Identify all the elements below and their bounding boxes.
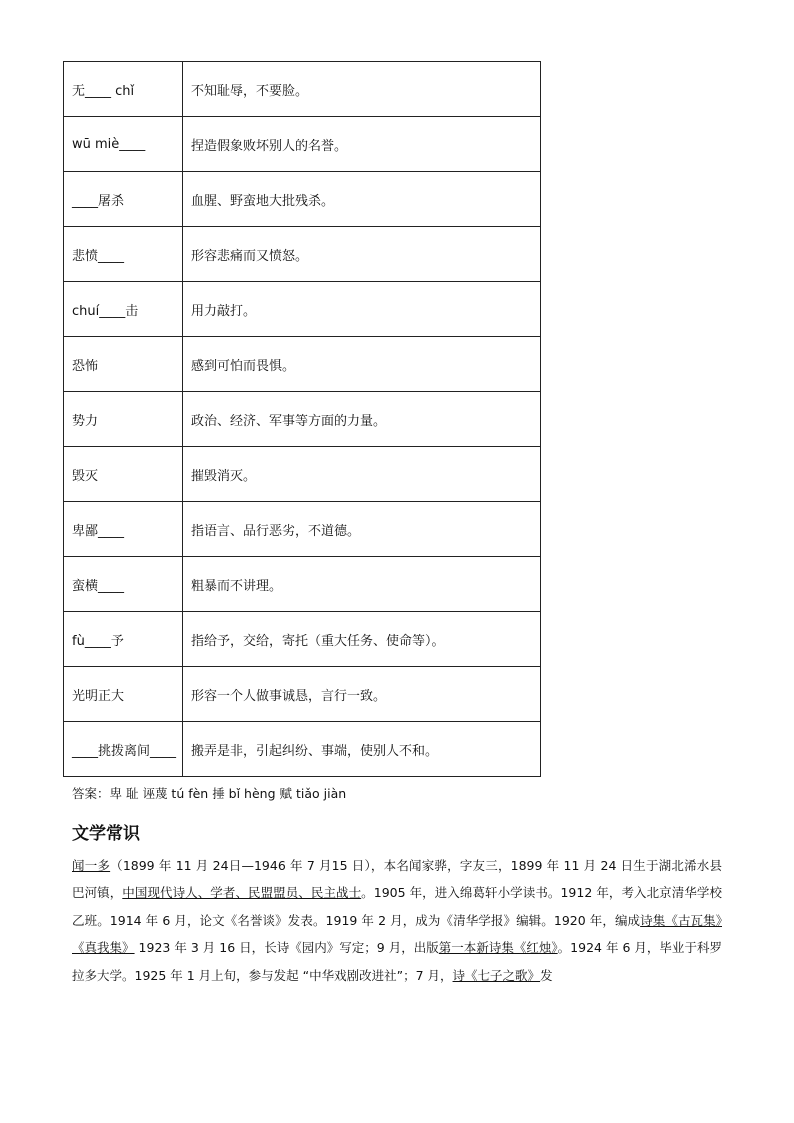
answer-line: 答案：卑 耻 诬蔑 tú fèn 捶 bǐ hèng 赋 tiǎo jiàn [72, 786, 347, 801]
para-text-5: 发 [540, 967, 553, 983]
para-text-4: 。1924 年 6 月，毕业于科罗拉多大学。1925 年 1 月上旬，参与发起 “中华戏剧改进社”；7 月， [72, 940, 722, 983]
vocab-table-body [64, 62, 541, 777]
first-poetry-collection: 第一本新诗集《红烛》 [438, 940, 558, 956]
vocab-row [64, 612, 541, 667]
vocab-row [64, 667, 541, 722]
vocab-term: ____挑拨离间____ [64, 722, 183, 777]
vocab-term: 卑鄙____ [64, 502, 183, 557]
vocab-term: 无____ chǐ [64, 62, 183, 117]
vocab-table [63, 61, 541, 777]
vocab-definition: 粗暴而不讲理。 [183, 557, 541, 612]
vocab-term: 恐怖 [64, 337, 183, 392]
para-text-1: （1899 年 11 月 24日—1946 年 7 月15 日），本名闻家骅，字友三，1899 年 11 月 24 日生于湖北浠水县巴河镇， [72, 858, 722, 901]
vocab-term: 光明正大 [64, 667, 183, 722]
vocab-definition: 形容一个人做事诚恳，言行一致。 [183, 667, 541, 722]
para-text-3: 1923 年 3 月 16 日，长诗《园内》写定；9 月，出版 [134, 940, 439, 956]
vocab-row [64, 62, 541, 117]
vocab-term: ____屠杀 [64, 172, 183, 227]
vocab-definition: 感到可怕而畏惧。 [183, 337, 541, 392]
author-name: 闻一多 [72, 858, 111, 873]
vocab-row [64, 227, 541, 282]
vocab-term: chuí____击 [64, 282, 183, 337]
vocab-term: 毁灭 [64, 447, 183, 502]
vocab-term: 势力 [64, 392, 183, 447]
vocab-row [64, 337, 541, 392]
poem-title: 诗《七子之歌》 [452, 967, 541, 983]
vocab-term: 蛮横____ [64, 557, 183, 612]
vocab-definition: 政治、经济、军事等方面的力量。 [183, 392, 541, 447]
poetry-collections: 诗集《古瓦集》《真我集》 [72, 912, 722, 956]
vocab-row [64, 282, 541, 337]
author-identity: 中国现代诗人、学者、民盟盟员、民主战士 [122, 885, 362, 901]
vocab-definition: 摧毁消灭。 [183, 447, 541, 502]
vocab-definition: 搬弄是非，引起纠纷、事端，使别人不和。 [183, 722, 541, 777]
vocab-term: 悲愤____ [64, 227, 183, 282]
literature-paragraph [72, 852, 722, 989]
vocab-row [64, 392, 541, 447]
vocab-definition: 形容悲痛而又愤怒。 [183, 227, 541, 282]
vocab-definition: 用力敲打。 [183, 282, 541, 337]
vocab-row [64, 117, 541, 172]
vocab-term: wū miè____ [64, 117, 183, 172]
para-text-2: 。1905 年，进入绵葛轩小学读书。1912 年，考入北京清华学校乙班。1914 年 6 月，论文《名誉谈》发表。1919 年 2 月，成为《清华学报》编辑。1920 年，编成 [72, 885, 722, 928]
vocab-term: fù____予 [64, 612, 183, 667]
vocab-row [64, 557, 541, 612]
vocab-definition: 不知耻辱，不要脸。 [183, 62, 541, 117]
vocab-definition: 指语言、品行恶劣，不道德。 [183, 502, 541, 557]
vocab-definition: 指给予，交给，寄托（重大任务、使命等）。 [183, 612, 541, 667]
vocab-row [64, 172, 541, 227]
section-title: 文学常识 [72, 824, 140, 844]
vocab-definition: 捏造假象败坏别人的名誉。 [183, 117, 541, 172]
vocab-row [64, 722, 541, 777]
vocab-definition: 血腥、野蛮地大批残杀。 [183, 172, 541, 227]
vocab-row [64, 502, 541, 557]
vocab-row [64, 447, 541, 502]
